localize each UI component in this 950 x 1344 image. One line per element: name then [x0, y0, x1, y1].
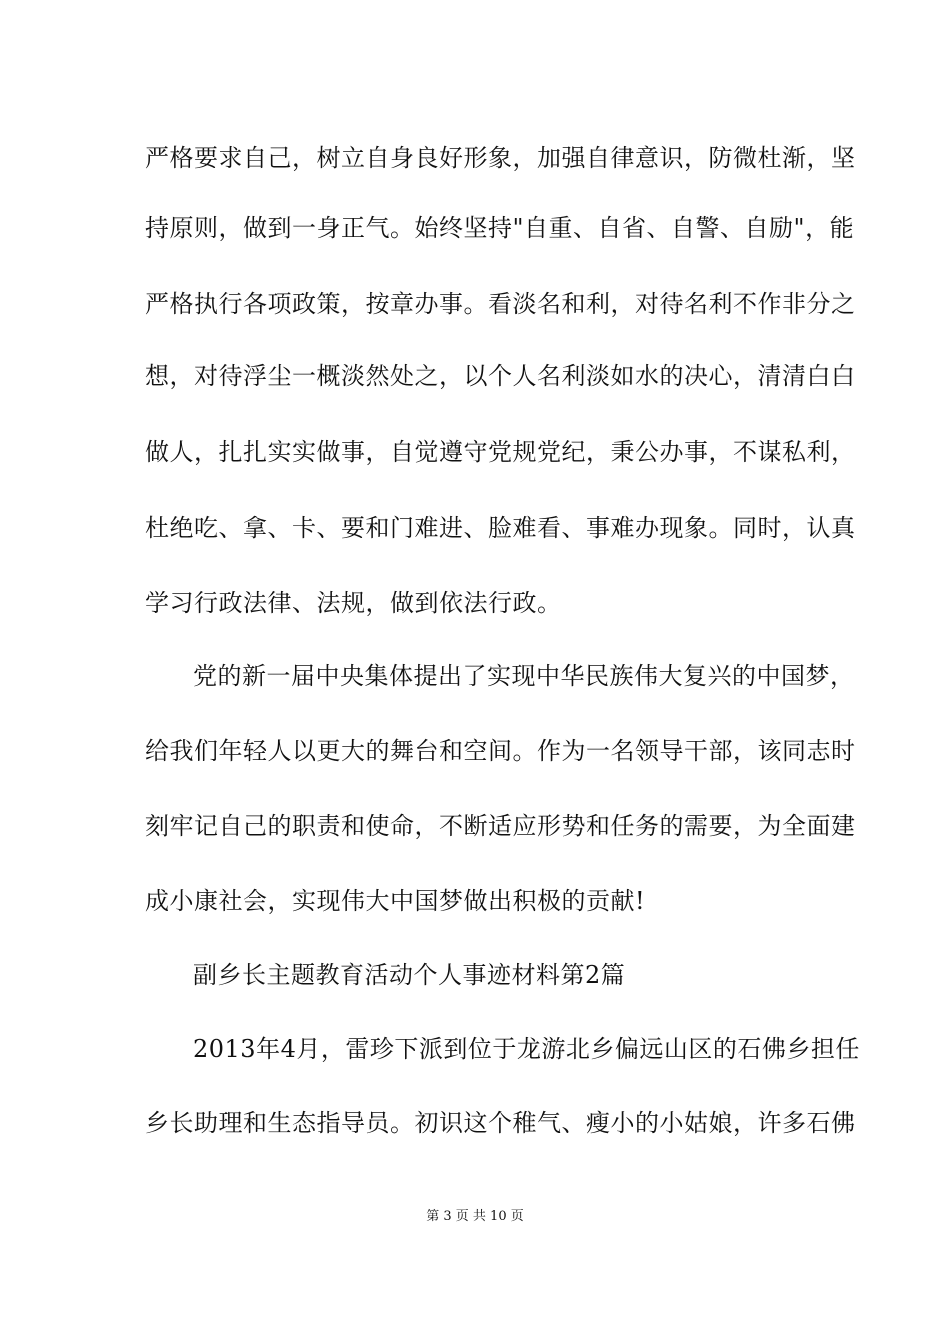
- body-text-line: 成小康社会，实现伟大中国梦做出积极的贡献!: [145, 887, 646, 915]
- paragraph-first-line: 2013年4月，雷珍下派到位于龙游北乡偏远山区的石佛乡担任: [193, 1035, 860, 1063]
- paragraph-first-line: 党的新一届中央集体提出了实现中华民族伟大复兴的中国梦，: [193, 662, 855, 690]
- body-text-line: 学习行政法律、法规，做到依法行政。: [145, 589, 562, 617]
- body-text-line: 杜绝吃、拿、卡、要和门难进、脸难看、事难办现象。同时，认真: [145, 514, 856, 542]
- body-text-line: 严格要求自己，树立自身良好形象，加强自律意识，防微杜渐，坚: [145, 144, 856, 172]
- body-text-line: 想，对待浮尘一概淡然处之，以个人名利淡如水的决心，清清白白: [145, 362, 856, 390]
- body-text-line: 给我们年轻人以更大的舞台和空间。作为一名领导干部，该同志时: [145, 737, 856, 765]
- body-text-line: 乡长助理和生态指导员。初识这个稚气、瘦小的小姑娘，许多石佛: [145, 1109, 856, 1137]
- body-text-line: 持原则，做到一身正气。始终坚持"自重、自省、自警、自励"，能: [145, 214, 855, 242]
- page-number-footer: 第 3 页 共 10 页: [426, 1209, 524, 1224]
- section-heading: 副乡长主题教育活动个人事迹材料第2篇: [193, 961, 626, 989]
- body-text-line: 刻牢记自己的职责和使命，不断适应形势和任务的需要，为全面建: [145, 812, 856, 840]
- body-text-line: 做人，扎扎实实做事，自觉遵守党规党纪，秉公办事，不谋私利，: [145, 438, 856, 466]
- body-text-line: 严格执行各项政策，按章办事。看淡名和利，对待名利不作非分之: [145, 290, 856, 318]
